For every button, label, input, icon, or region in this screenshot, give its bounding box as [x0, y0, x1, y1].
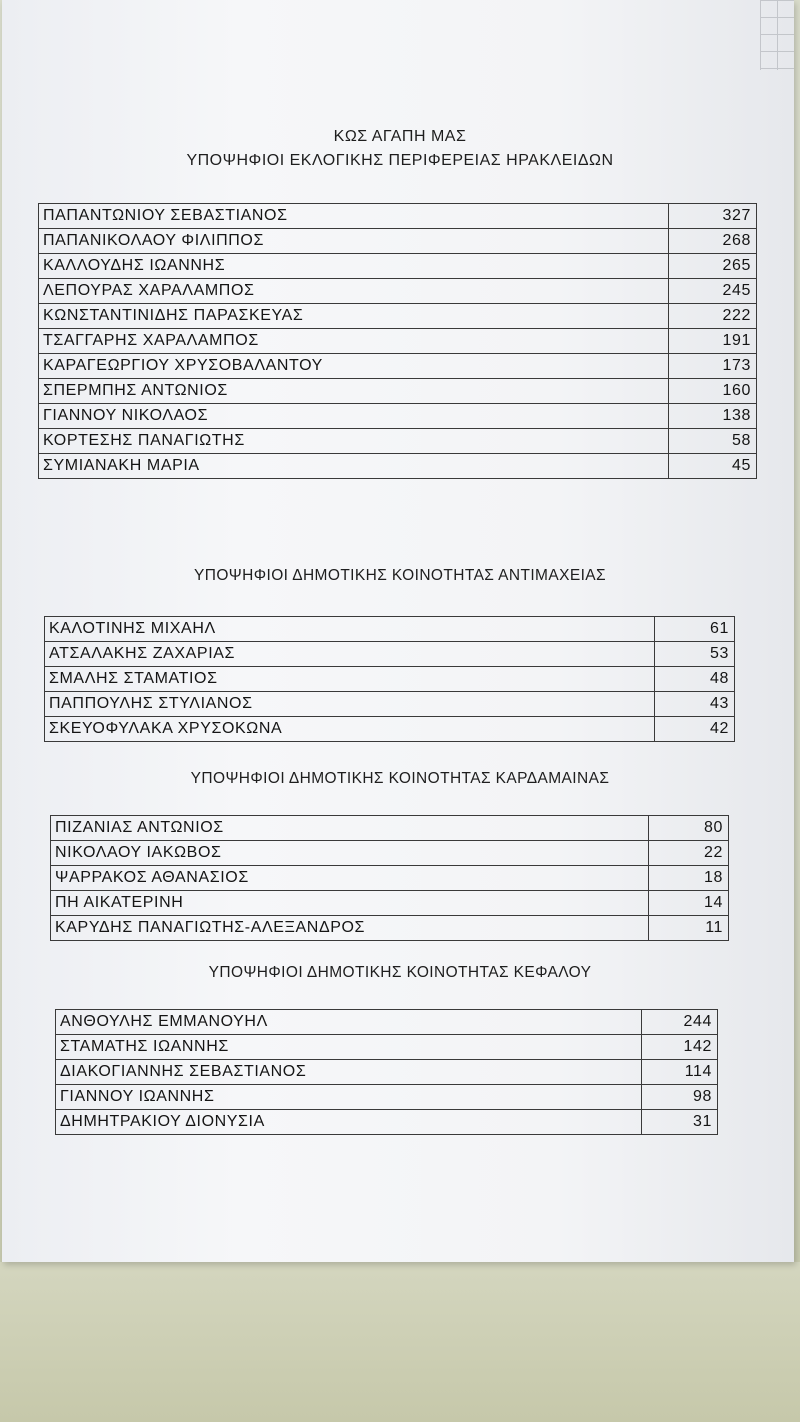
table-row	[56, 1010, 718, 1035]
table-row	[39, 329, 757, 354]
candidate-votes: 42	[655, 717, 735, 742]
candidate-name: ΣΚΕΥΟΦΥΛΑΚΑ ΧΡΥΣΟΚΩΝΑ	[45, 717, 655, 742]
table-row	[39, 204, 757, 229]
candidate-votes: 31	[642, 1110, 718, 1135]
table-row	[45, 692, 735, 717]
lower-wall	[0, 1262, 800, 1422]
candidate-name: ΔΗΜΗΤΡΑΚΙΟΥ ΔΙΟΝΥΣΙΑ	[56, 1110, 642, 1135]
candidate-votes: 244	[642, 1010, 718, 1035]
table-row	[45, 717, 735, 742]
table-row	[39, 304, 757, 329]
candidate-votes: 327	[669, 204, 757, 229]
table-row	[56, 1085, 718, 1110]
candidate-name: ΨΑΡΡΑΚΟΣ ΑΘΑΝΑΣΙΟΣ	[51, 866, 649, 891]
table-row	[39, 429, 757, 454]
table-row	[51, 916, 729, 941]
table-row	[56, 1110, 718, 1135]
candidate-votes: 22	[649, 841, 729, 866]
table-row	[56, 1060, 718, 1085]
table-row	[45, 617, 735, 642]
section-title-kardamaina: ΥΠΟΨΗΦΙΟΙ ΔΗΜΟΤΙΚΗΣ ΚΟΙΝΟΤΗΤΑΣ ΚΑΡΔΑΜΑΙΝΑΣ	[190, 770, 610, 787]
heading-line-2: ΥΠΟΨΗΦΙΟΙ ΕΚΛΟΓΙΚΗΣ ΠΕΡΙΦΕΡΕΙΑΣ ΗΡΑΚΛΕΙΔΩΝ	[186, 152, 614, 169]
candidate-votes: 268	[669, 229, 757, 254]
table-row	[39, 254, 757, 279]
candidate-votes: 114	[642, 1060, 718, 1085]
candidate-name: ΠΑΠΑΝΤΩΝΙΟΥ ΣΕΒΑΣΤΙΑΝΟΣ	[39, 204, 669, 229]
table-row	[39, 354, 757, 379]
table-row	[51, 816, 729, 841]
section-title-antimacheia: ΥΠΟΨΗΦΙΟΙ ΔΗΜΟΤΙΚΗΣ ΚΟΙΝΟΤΗΤΑΣ ΑΝΤΙΜΑΧΕΙΑΣ	[193, 567, 606, 584]
table-row	[45, 642, 735, 667]
candidate-name: ΑΤΣΑΛΑΚΗΣ ΖΑΧΑΡΙΑΣ	[45, 642, 655, 667]
candidate-name: ΠΗ ΑΙΚΑΤΕΡΙΝΗ	[51, 891, 649, 916]
candidate-votes: 191	[669, 329, 757, 354]
candidates-table-kefalos	[55, 1009, 718, 1135]
candidate-name: ΠΑΠΠΟΥΛΗΣ ΣΤΥΛΙΑΝΟΣ	[45, 692, 655, 717]
candidate-name: ΓΙΑΝΝΟΥ ΝΙΚΟΛΑΟΣ	[39, 404, 669, 429]
candidate-votes: 265	[669, 254, 757, 279]
candidate-name: ΓΙΑΝΝΟΥ ΙΩΑΝΝΗΣ	[56, 1085, 642, 1110]
candidate-votes: 18	[649, 866, 729, 891]
candidate-votes: 80	[649, 816, 729, 841]
candidates-table-kardamaina	[50, 815, 729, 941]
candidate-name: ΣΜΑΛΗΣ ΣΤΑΜΑΤΙΟΣ	[45, 667, 655, 692]
candidate-votes: 48	[655, 667, 735, 692]
candidate-votes: 45	[669, 454, 757, 479]
table-row	[51, 841, 729, 866]
candidate-name: ΤΣΑΓΓΑΡΗΣ ΧΑΡΑΛΑΜΠΟΣ	[39, 329, 669, 354]
candidate-votes: 98	[642, 1085, 718, 1110]
candidate-votes: 138	[669, 404, 757, 429]
table-row	[56, 1035, 718, 1060]
table-row	[39, 229, 757, 254]
candidate-name: ΚΑΡΑΓΕΩΡΓΙΟΥ ΧΡΥΣΟΒΑΛΑΝΤΟΥ	[39, 354, 669, 379]
candidate-name: ΚΟΡΤΕΣΗΣ ΠΑΝΑΓΙΩΤΗΣ	[39, 429, 669, 454]
candidate-name: ΣΤΑΜΑΤΗΣ ΙΩΑΝΝΗΣ	[56, 1035, 642, 1060]
candidate-name: ΛΕΠΟΥΡΑΣ ΧΑΡΑΛΑΜΠΟΣ	[39, 279, 669, 304]
candidate-name: ΚΑΡΥΔΗΣ ΠΑΝΑΓΙΩΤΗΣ-ΑΛΕΞΑΝΔΡΟΣ	[51, 916, 649, 941]
table-row	[39, 279, 757, 304]
candidate-votes: 14	[649, 891, 729, 916]
candidate-name: ΠΙΖΑΝΙΑΣ ΑΝΤΩΝΙΟΣ	[51, 816, 649, 841]
candidate-name: ΚΑΛΛΟΥΔΗΣ ΙΩΑΝΝΗΣ	[39, 254, 669, 279]
candidate-votes: 245	[669, 279, 757, 304]
table-row	[45, 667, 735, 692]
candidate-name: ΣΥΜΙΑΝΑΚΗ ΜΑΡΙΑ	[39, 454, 669, 479]
section-title-kefalos: ΥΠΟΨΗΦΙΟΙ ΔΗΜΟΤΙΚΗΣ ΚΟΙΝΟΤΗΤΑΣ ΚΕΦΑΛΟΥ	[208, 964, 592, 981]
candidate-votes: 43	[655, 692, 735, 717]
table-row	[51, 866, 729, 891]
candidate-votes: 58	[669, 429, 757, 454]
grid-paper-corner	[760, 0, 794, 70]
candidate-name: ΑΝΘΟΥΛΗΣ ΕΜΜΑΝΟΥΗΛ	[56, 1010, 642, 1035]
candidate-votes: 160	[669, 379, 757, 404]
candidate-votes: 11	[649, 916, 729, 941]
candidate-votes: 53	[655, 642, 735, 667]
candidate-name: ΝΙΚΟΛΑΟΥ ΙΑΚΩΒΟΣ	[51, 841, 649, 866]
table-row	[39, 404, 757, 429]
table-row	[39, 454, 757, 479]
table-row	[51, 891, 729, 916]
candidates-table-irakleidon	[38, 203, 757, 479]
heading-line-1: ΚΩΣ ΑΓΑΠΗ ΜΑΣ	[333, 128, 467, 145]
candidate-name: ΔΙΑΚΟΓΙΑΝΝΗΣ ΣΕΒΑΣΤΙΑΝΟΣ	[56, 1060, 642, 1085]
table-row	[39, 379, 757, 404]
candidate-votes: 173	[669, 354, 757, 379]
candidate-votes: 61	[655, 617, 735, 642]
candidate-name: ΚΩΝΣΤΑΝΤΙΝΙΔΗΣ ΠΑΡΑΣΚΕΥΑΣ	[39, 304, 669, 329]
candidates-table-antimacheia	[44, 616, 735, 742]
candidate-name: ΣΠΕΡΜΠΗΣ ΑΝΤΩΝΙΟΣ	[39, 379, 669, 404]
candidate-name: ΚΑΛΟΤΙΝΗΣ ΜΙΧΑΗΛ	[45, 617, 655, 642]
candidate-votes: 222	[669, 304, 757, 329]
candidate-votes: 142	[642, 1035, 718, 1060]
candidate-name: ΠΑΠΑΝΙΚΟΛΑΟΥ ΦΙΛΙΠΠΟΣ	[39, 229, 669, 254]
